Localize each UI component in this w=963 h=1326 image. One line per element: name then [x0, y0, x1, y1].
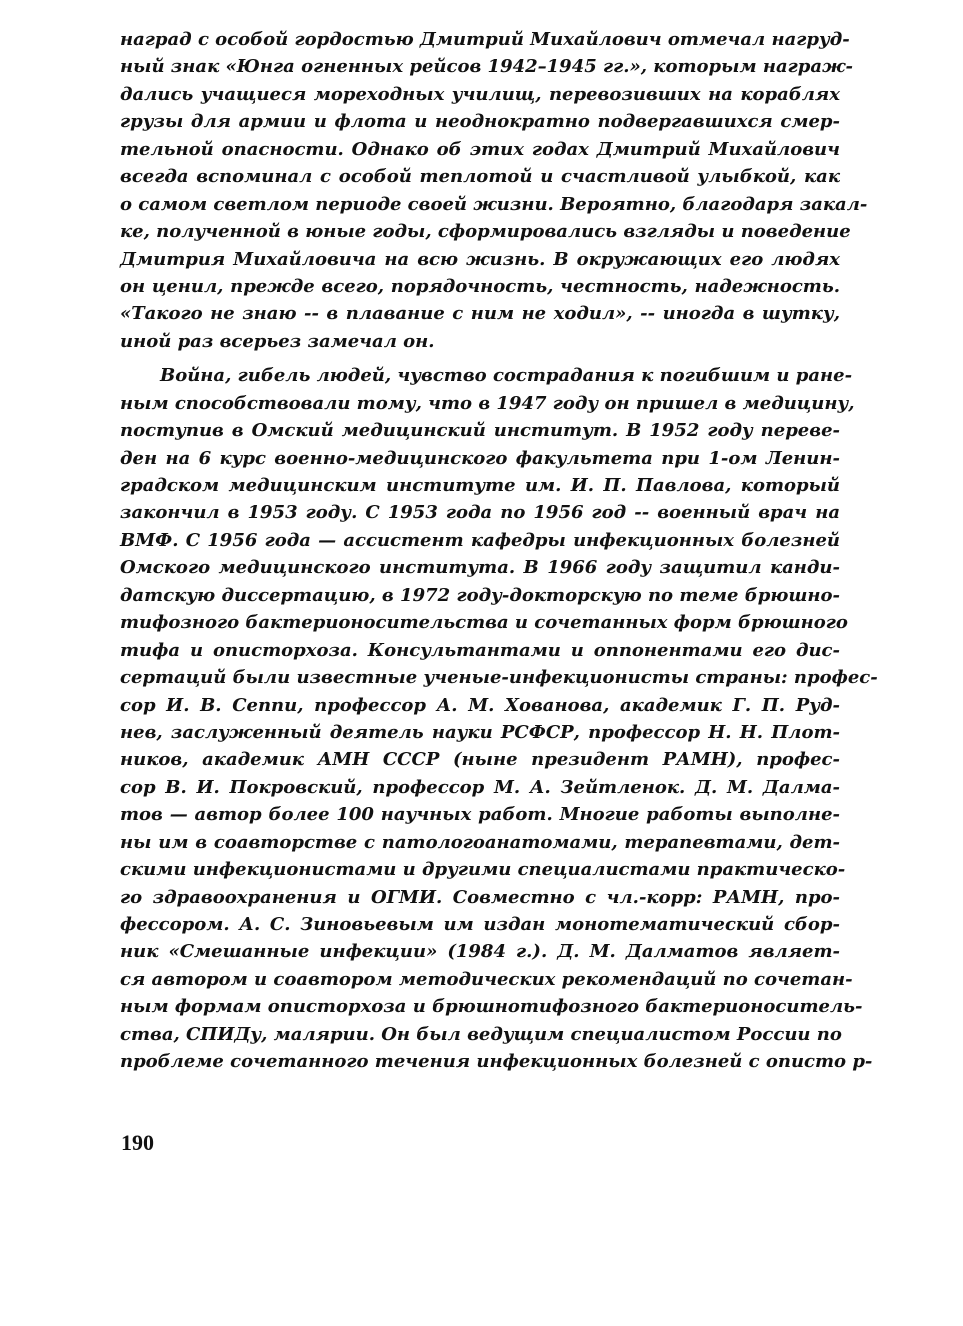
text-line: градском медицинским институте им. И. П. Павлова, который [120, 475, 840, 496]
paragraph-2 [120, 362, 878, 1075]
text-line: ным способствовали тому, что в 1947 году он пришел в медицину, [120, 392, 855, 414]
text-line: всегда вспоминал с особой теплотой и счастливой улыбкой, как [120, 166, 840, 188]
text-line: проблеме сочетанного течения инфекционных болезней с описто р- [120, 1051, 873, 1073]
paragraph-spacer [120, 355, 840, 362]
text-line: сор И. В. Сеппи, профессор А. М. Хованова, академик Г. П. Руд- [120, 694, 840, 716]
text-line: «Такого не знаю -- в плавание с ним не ходил», -- иногда в шутку, [120, 303, 840, 325]
text-line: ке, полученной в юные годы, сформировались взгляды и поведение [120, 221, 851, 243]
text-line: тифа и описторхоза. Консультантами и оппонентами его дис- [120, 639, 840, 661]
text-line: сертаций были известные ученые-инфекционисты страны: профес- [120, 667, 878, 689]
text-line: наград с особой гордостью Дмитрий Михайлович отмечал нагруд- [120, 29, 850, 50]
text-line: тифозного бактерионосительства и сочетанных форм брюшного [120, 612, 848, 634]
text-line: ников, академик АМН СССР (ныне президент РАМН), профес- [120, 749, 840, 771]
text-line: датскую диссертацию, в 1972 году-докторскую по теме брюшно- [120, 584, 840, 606]
text-line: ный знак «Юнга огненных рейсов 1942–1945 гг.», которым награж- [120, 56, 853, 78]
text-line: дались учащиеся мореходных училищ, перевозивших на кораблях [120, 83, 840, 105]
text-line: грузы для армии и флота и неоднократно подвергавшихся смер- [120, 111, 840, 133]
text-line: сор В. И. Покровский, профессор М. А. Зейтленок. Д. М. Далма- [120, 776, 840, 798]
text-line: нев, заслуженный деятель науки РСФСР, профессор Н. Н. Плот- [120, 721, 840, 743]
text-line: поступив в Омский медицинский институт. В 1952 году переве- [120, 420, 840, 442]
text-line: о самом светлом периоде своей жизни. Вероятно, благодаря закал- [120, 193, 868, 215]
text-line: Война, гибель людей, чувство сострадания к погибшим и ране- [160, 365, 853, 387]
text-line: ным формам описторхоза и брюшнотифозного бактерионоситель- [120, 996, 863, 1018]
text-line: ства, СПИДу, малярии. Он был ведущим специалистом России по [120, 1023, 842, 1045]
text-line: го здравоохранения и ОГМИ. Совместно с чл.-корр: РАМН, про- [120, 886, 840, 908]
text-line: тов — автор более 100 научных работ. Многие работы выполне- [120, 804, 840, 826]
text-line: тельной опасности. Однако об этих годах Дмитрий Михайлович [120, 138, 840, 160]
text-line: Омского медицинского института. В 1966 году защитил канди- [120, 557, 840, 579]
text-line: Дмитрия Михайловича на всю жизнь. В окружающих его людях [120, 248, 840, 270]
text-line: он ценил, прежде всего, порядочность, честность, надежность. [120, 275, 840, 297]
text-line: ден на 6 курс военно-медицинского факультета при 1-ом Ленин- [120, 447, 840, 469]
text-line: закончил в 1953 году. С 1953 года по 1956 год -- военный врач на [120, 502, 840, 524]
paragraph-1 [120, 26, 868, 355]
page-number: 190 [121, 1130, 154, 1155]
page-body [120, 26, 878, 1076]
text-line: ся автором и соавтором методических рекомендаций по сочетан- [120, 968, 853, 990]
text-line: иной раз всерьез замечал он. [120, 330, 435, 352]
text-line: ник «Смешанные инфекции» (1984 г.). Д. М. Далматов являет- [120, 941, 840, 963]
text-line: ны им в соавторстве с патологоанатомами, терапевтами, дет- [120, 831, 840, 853]
text-line: ВМФ. С 1956 года — ассистент кафедры инфекционных болезней [120, 529, 840, 551]
text-line: фессором. А. С. Зиновьевым им издан монотематический сбор- [120, 914, 840, 935]
text-line: скими инфекционистами и другими специалистами практическо- [120, 859, 846, 881]
